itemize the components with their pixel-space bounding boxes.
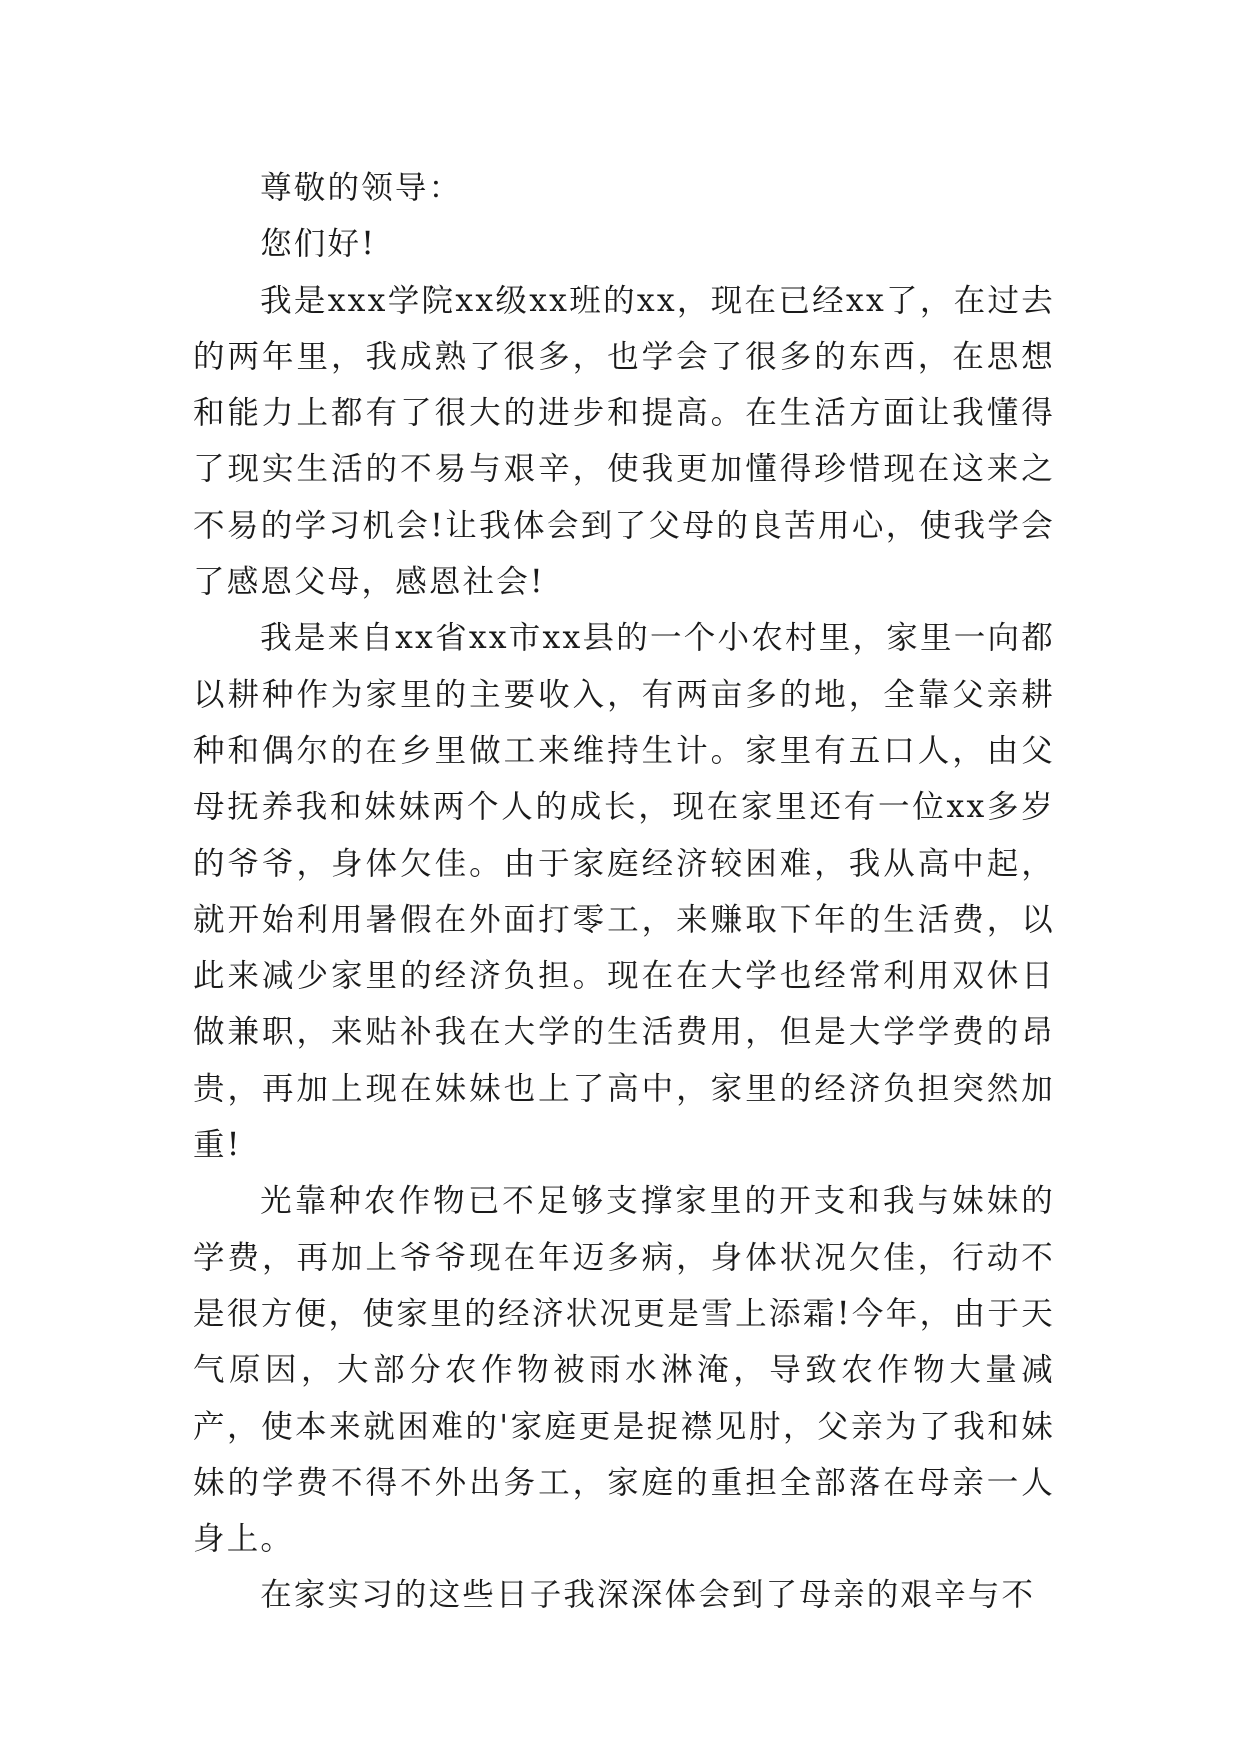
greeting: 您们好! bbox=[260, 226, 377, 263]
paragraph: 光靠种农作物已不足够支撑家里的开支和我与妹妹的学费，再加上爷爷现在年迈多病，身体状况欠佳，行动不是很方便，使家里的经济状况更是雪上添霜!今年，由于天气原因，大部分农作物被雨水淋淹，导致农作物大量减产，使本来就困难的'家庭更是捉襟见肘，父亲为了我和妹妹的学费不得不外出务工，家庭的重担全部落在母亲一人身上。 bbox=[193, 1183, 1055, 1558]
salutation: 尊敬的领导： bbox=[260, 170, 463, 206]
paragraph: 在家实习的这些日子我深深体会到了母亲的艰辛与不 bbox=[260, 1577, 1036, 1614]
paragraph: 我是来自xx省xx市xx县的一个小农村里，家里一向都以耕种作为家里的主要收入，有两亩多的地，全靠父亲耕种和偶尔的在乡里做工来维持生计。家里有五口人，由父母抚养我和妹妹两个人的成长，现在家里还有一位xx多岁的爷爷，身体欠佳。由于家庭经济较困难，我从高中起，就开始利用暑假在外面打零工，来赚取下年的生活费，以此来减少家里的经济负担。现在在大学也经常利用双休日做兼职，来贴补我在大学的生活费用，但是大学学费的昂贵，再加上现在妹妹也上了高中，家里的经济负担突然加重! bbox=[193, 620, 1055, 1164]
letter-body bbox=[193, 160, 1055, 1624]
paragraph: 我是xxx学院xx级xx班的xx，现在已经xx了，在过去的两年里，我成熟了很多，也学会了很多的东西，在思想和能力上都有了很大的进步和提高。在生活方面让我懂得了现实生活的不易与艰辛，使我更加懂得珍惜现在这来之不易的学习机会!让我体会到了父母的良苦用心，使我学会了感恩父母，感恩社会! bbox=[193, 282, 1055, 601]
